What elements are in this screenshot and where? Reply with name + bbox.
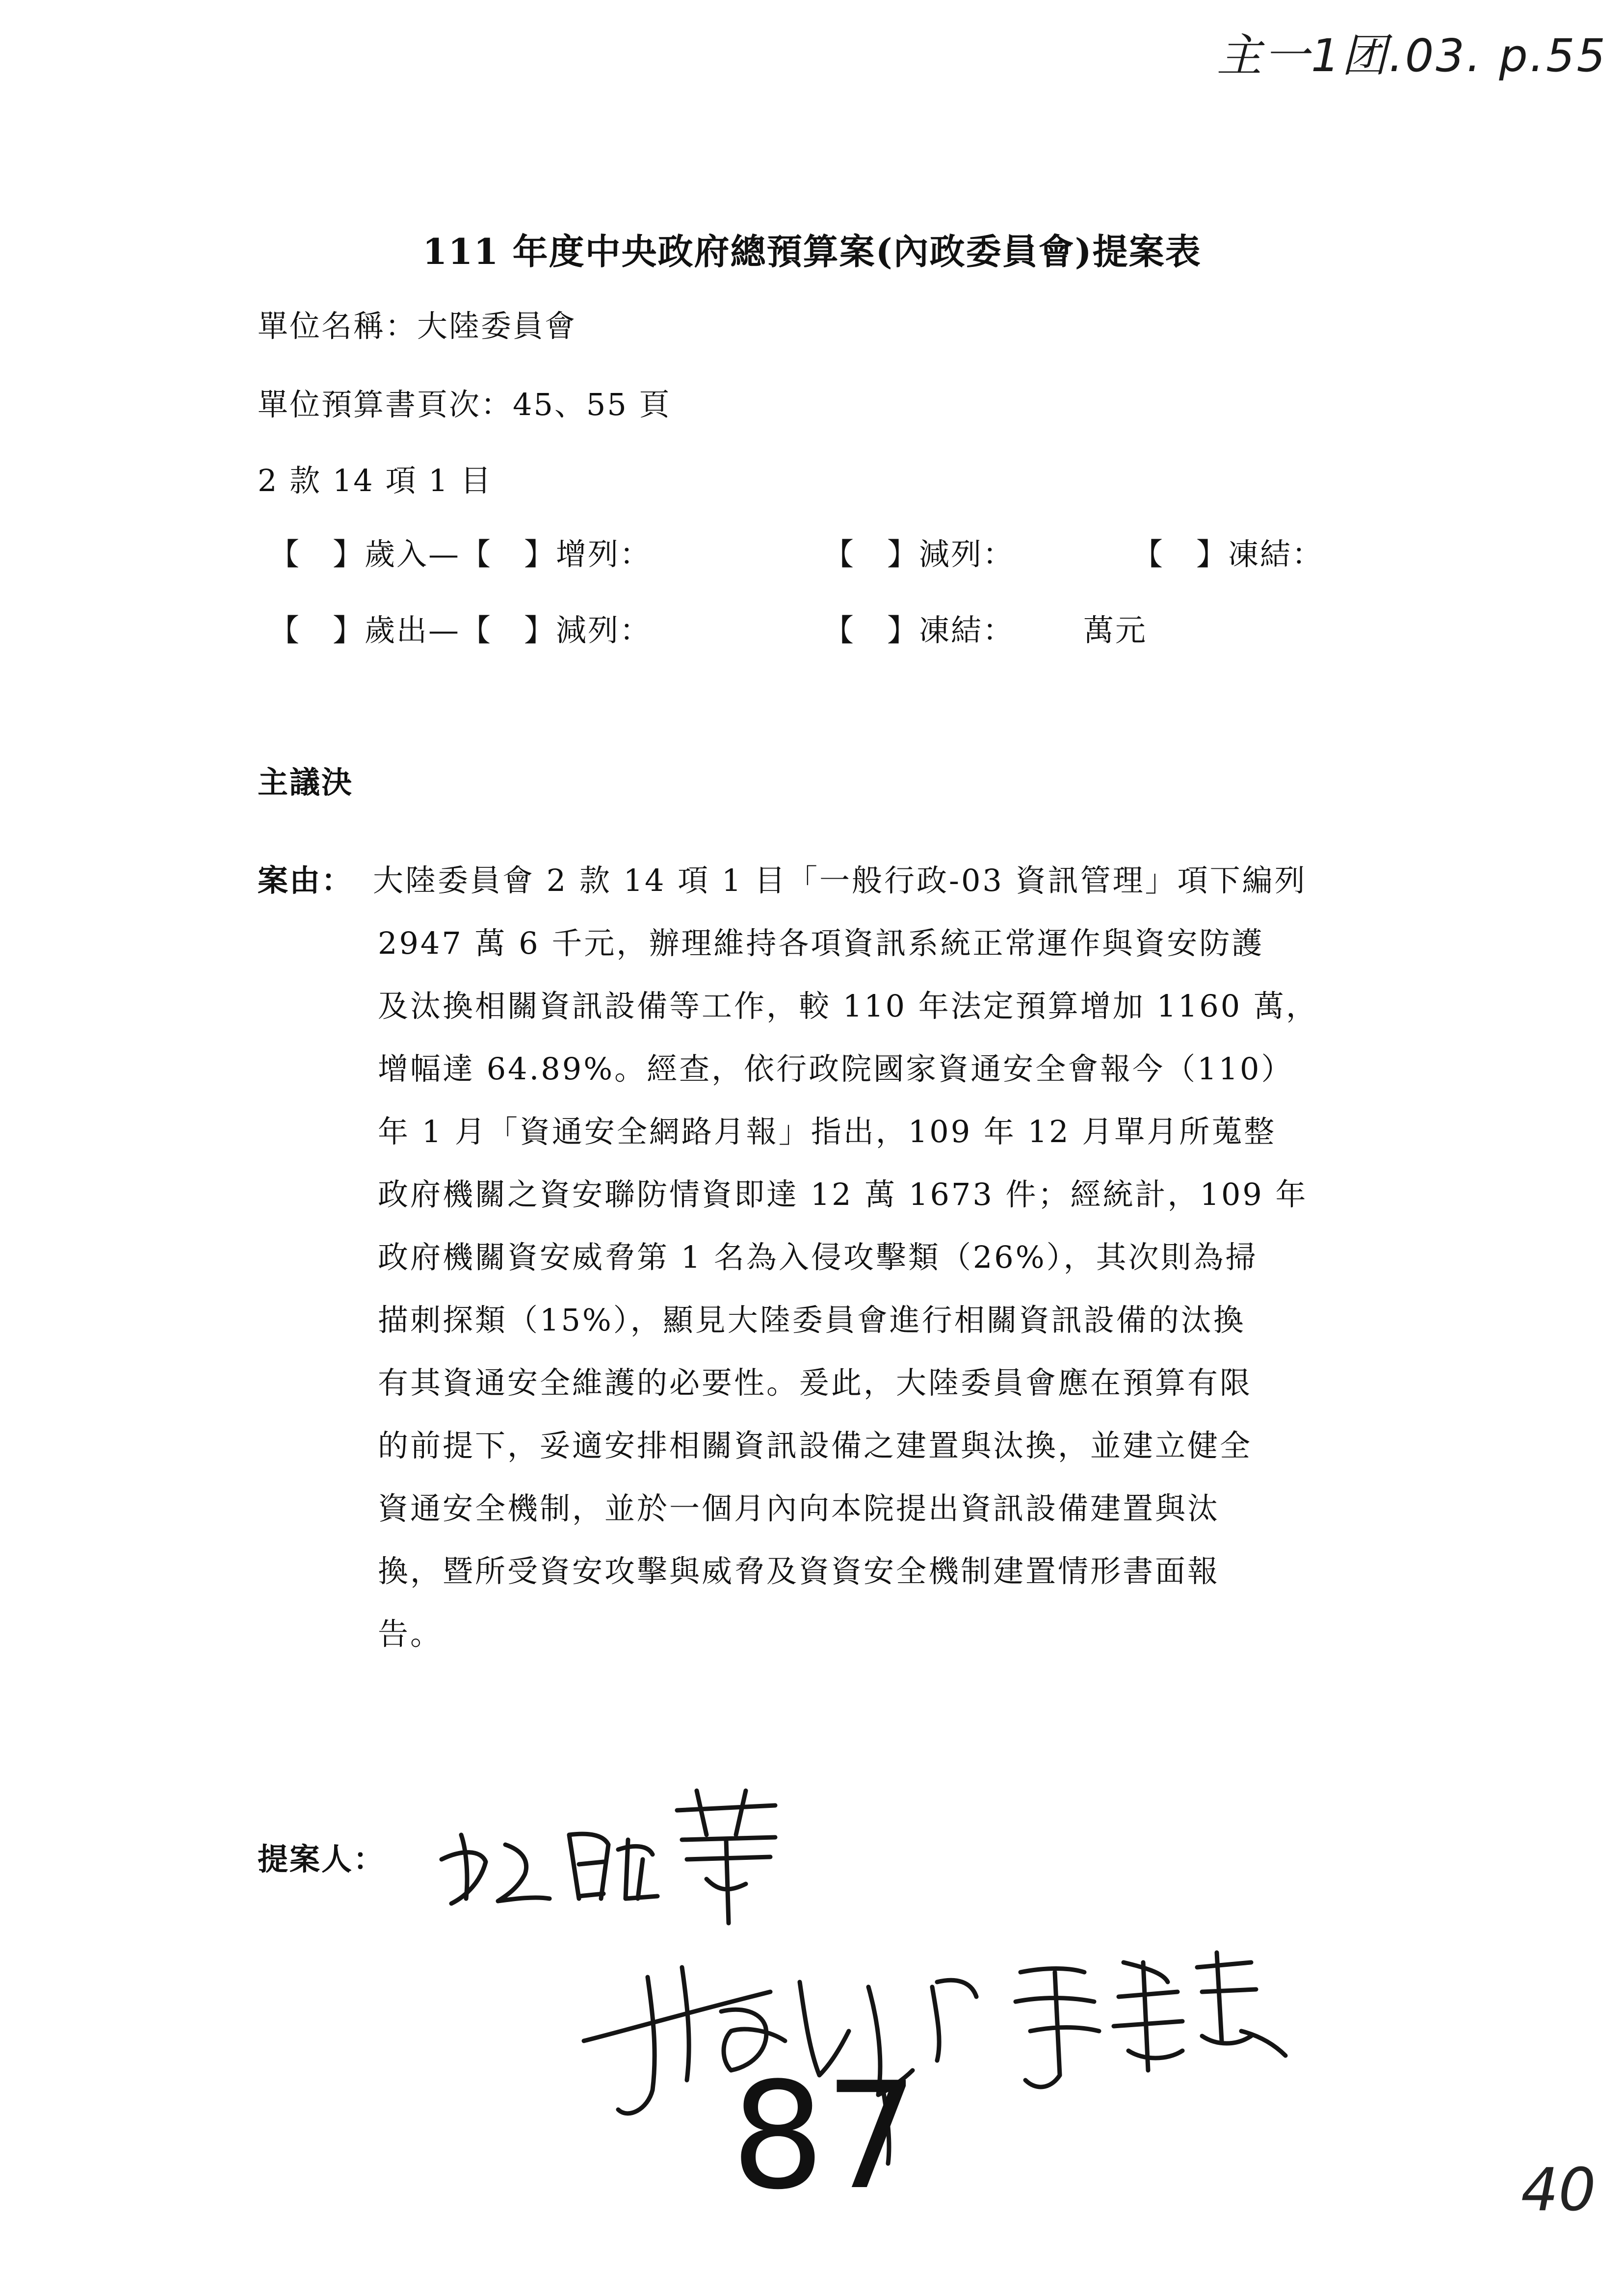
case-line: 資通安全機制，並於一個月內向本院提出資訊設備建置與汰 <box>378 1490 1220 1526</box>
revenue-increase-field: 【 】歲入—【 】增列： <box>269 536 652 572</box>
unit-name: 單位名稱：大陸委員會 <box>258 308 577 344</box>
case-line: 增幅達 64.89%。經查，依行政院國家資通安全會報今（110） <box>378 1051 1294 1087</box>
case-line: 年 1 月「資通安全網路月報」指出，109 年 12 月單月所蒐整 <box>378 1114 1277 1149</box>
handwritten-header-note: 主一1团.03. p.55 <box>1217 29 1608 82</box>
page-title: 111 年度中央政府總預算案(內政委員會)提案表 <box>422 231 1202 272</box>
budget-pages: 單位預算書頁次：45、55 頁 <box>258 387 671 422</box>
corner-page-number: 40 <box>1521 2156 1596 2224</box>
revenue-freeze-field: 【 】凍結： <box>1132 536 1324 572</box>
case-line: 告。 <box>378 1616 443 1652</box>
case-line: 政府機關之資安聯防情資即達 12 萬 1673 件；經統計，109 年 <box>378 1176 1308 1212</box>
expense-freeze-field: 【 】凍結： <box>823 612 1015 648</box>
case-line: 描刺探類（15%），顯見大陸委員會進行相關資訊設備的汰換 <box>378 1302 1246 1338</box>
signature-1 <box>432 1776 800 1933</box>
handwritten-page-number: 87 <box>731 2051 918 2222</box>
item-reference: 2 款 14 項 1 目 <box>258 463 493 498</box>
resolution-heading: 主議決 <box>258 764 354 800</box>
case-line: 有其資通安全維護的必要性。爰此，大陸委員會應在預算有限 <box>378 1365 1253 1401</box>
signature-2 <box>564 1913 1300 2168</box>
case-line: 政府機關資安威脅第 1 名為入侵攻擊類（26%），其次則為掃 <box>378 1239 1258 1275</box>
expense-reduce-field: 【 】歲出—【 】減列： <box>269 612 652 648</box>
case-line: 2947 萬 6 千元，辦理維持各項資訊系統正常運作與資安防護 <box>378 925 1264 961</box>
case-line: 大陸委員會 2 款 14 項 1 目「一般行政-03 資訊管理」項下編列 <box>373 862 1307 898</box>
case-line: 換，暨所受資安攻擊與威脅及資資安全機制建置情形書面報 <box>378 1553 1220 1589</box>
amount-unit: 萬元 <box>1083 612 1148 648</box>
proposer-label: 提案人： <box>258 1841 386 1877</box>
case-label: 案由： <box>258 862 354 898</box>
case-line: 及汰換相關資訊設備等工作，較 110 年法定預算增加 1160 萬， <box>378 988 1318 1024</box>
case-line: 的前提下，妥適安排相關資訊設備之建置與汰換，並建立健全 <box>378 1428 1253 1463</box>
revenue-reduce-field: 【 】減列： <box>823 536 1015 572</box>
